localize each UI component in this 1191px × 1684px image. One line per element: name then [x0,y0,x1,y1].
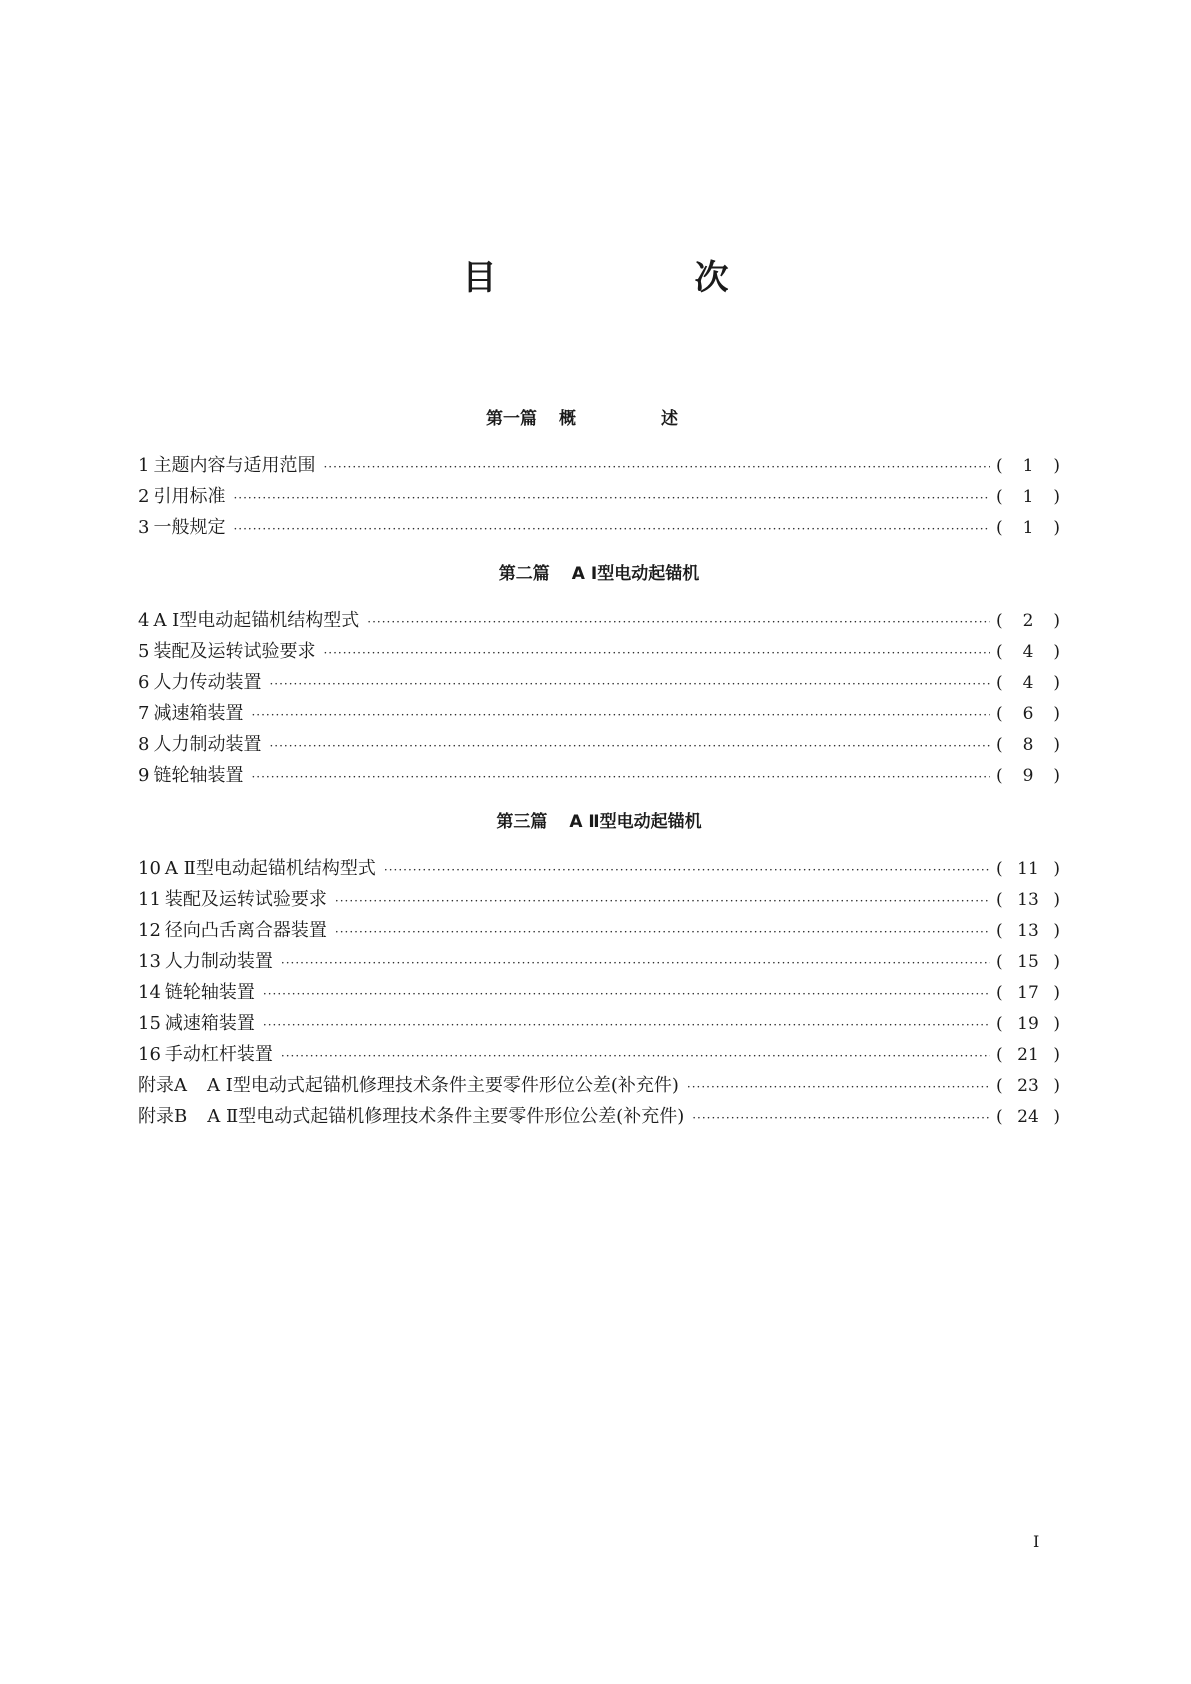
entry-number: 12 [138,920,161,941]
toc-entry[interactable] [138,1008,1060,1039]
dot-leader [269,669,990,700]
entry-number: 13 [138,951,161,972]
table-of-contents [138,404,1060,1132]
dot-leader [323,452,990,483]
entry-number: 15 [138,1013,161,1034]
toc-entry[interactable] [138,636,1060,667]
entry-number: 14 [138,982,161,1003]
entry-title: 装配及运转试验要求 [164,889,327,910]
entry-title: 一般规定 [153,517,226,538]
dot-leader [335,886,990,917]
entry-page: 11 [1017,859,1039,879]
entry-page-ref: ( 24 ) [996,1102,1060,1133]
entry-label [138,512,225,543]
part-name: A Ⅱ型电动起锚机 [569,812,702,832]
entry-title: 减速箱装置 [153,703,244,724]
entry-page: 19 [1017,1014,1039,1034]
entry-page-ref: ( 13 ) [996,885,1060,916]
dot-leader [384,855,990,886]
entry-label [138,636,315,667]
entry-label [138,1101,684,1132]
entry-title: 主题内容与适用范围 [153,455,316,476]
dot-leader [269,731,990,762]
entry-label [138,729,261,760]
toc-entry[interactable] [138,698,1060,729]
page-number: I [1033,1532,1040,1551]
entry-page-ref: ( 8 ) [996,730,1060,761]
entry-number: 9 [138,765,150,786]
entry-page: 13 [1017,921,1039,941]
dot-leader [281,1041,990,1072]
entry-label [138,977,255,1008]
toc-entry[interactable] [138,729,1060,760]
entry-page: 1 [1022,456,1034,476]
entry-page-ref: ( 11 ) [996,854,1060,885]
entry-page-ref: ( 4 ) [996,637,1060,668]
entry-page: 6 [1022,704,1034,724]
dot-leader [233,483,990,514]
dot-leader [263,979,990,1010]
entry-page-ref: ( 23 ) [996,1071,1060,1102]
entry-label [138,450,315,481]
toc-entry[interactable] [138,977,1060,1008]
toc-entry[interactable] [138,605,1060,636]
dot-leader [233,514,990,545]
entry-number: 3 [138,517,150,538]
entry-page: 24 [1017,1107,1039,1127]
toc-entry[interactable] [138,760,1060,791]
entry-page: 1 [1022,487,1034,507]
entry-label [138,853,376,884]
entry-page: 15 [1017,952,1039,972]
dot-leader [692,1103,990,1134]
entry-label [138,915,327,946]
entry-label [138,946,273,977]
part-number: 第二篇 [498,564,550,584]
part-heading-1 [138,404,1060,434]
entry-page-ref: ( 9 ) [996,761,1060,792]
toc-entry[interactable] [138,1039,1060,1070]
entry-title: 人力制动装置 [164,951,273,972]
toc-entry[interactable] [138,884,1060,915]
entry-title: 链轮轴装置 [164,982,255,1003]
part-number: 第一篇 [486,409,537,429]
page-title: 目 次 [462,258,811,298]
entry-page-ref: ( 21 ) [996,1040,1060,1071]
toc-entry[interactable] [138,512,1060,543]
entry-page: 4 [1022,642,1034,662]
entry-page: 21 [1017,1045,1039,1065]
part-heading-3 [138,807,1060,837]
entry-label [138,1008,255,1039]
entry-label [138,884,327,915]
entry-number: 2 [138,486,150,507]
entry-number: 11 [138,889,161,910]
entry-title: 径向凸舌离合器装置 [164,920,327,941]
entry-page-ref: ( 6 ) [996,699,1060,730]
toc-entry[interactable] [138,481,1060,512]
entry-number: 4 [138,610,150,631]
dot-leader [251,762,990,793]
entry-title: A Ⅱ型电动起锚机结构型式 [164,858,376,879]
toc-entry[interactable] [138,853,1060,884]
dot-leader [281,948,990,979]
part-name: 概 述 [559,409,712,429]
entry-page: 17 [1017,983,1039,1003]
dot-leader [335,917,990,948]
entry-title: 减速箱装置 [164,1013,255,1034]
toc-entry[interactable] [138,667,1060,698]
entry-number: 1 [138,455,150,476]
entry-page-ref: ( 4 ) [996,668,1060,699]
entry-page-ref: ( 15 ) [996,947,1060,978]
entry-title: 装配及运转试验要求 [153,641,316,662]
entry-label [138,760,243,791]
entry-number: 7 [138,703,150,724]
entry-title: A Ⅰ型电动起锚机结构型式 [153,610,360,631]
toc-appendix-entry[interactable] [138,1070,1060,1101]
entry-label [138,1070,679,1101]
entry-label [138,605,359,636]
entry-page: 1 [1022,518,1034,538]
toc-entry[interactable] [138,946,1060,977]
entry-page-ref: ( 19 ) [996,1009,1060,1040]
toc-entry[interactable] [138,450,1060,481]
part-heading-2 [138,559,1060,589]
entry-title: 人力传动装置 [153,672,262,693]
entry-title: A Ⅱ型电动式起锚机修理技术条件主要零件形位公差(补充件) [207,1106,685,1127]
dot-leader [367,607,990,638]
entry-page: 9 [1022,766,1034,786]
entry-number: 5 [138,641,150,662]
entry-label [138,698,243,729]
entry-label [138,481,225,512]
entry-page-ref: ( 13 ) [996,916,1060,947]
entry-title: 链轮轴装置 [153,765,244,786]
entry-page: 13 [1017,890,1039,910]
entry-page-ref: ( 1 ) [996,513,1060,544]
appendix-label: 附录A [138,1075,187,1096]
part-name: A Ⅰ型电动起锚机 [571,564,700,584]
dot-leader [687,1072,990,1103]
entry-title: 引用标准 [153,486,226,507]
entry-page-ref: ( 17 ) [996,978,1060,1009]
entry-label [138,667,261,698]
toc-entry[interactable] [138,915,1060,946]
entry-number: 8 [138,734,150,755]
dot-leader [323,638,990,669]
entry-title: 人力制动装置 [153,734,262,755]
dot-leader [251,700,990,731]
entry-label [138,1039,273,1070]
entry-title: 手动杠杆装置 [164,1044,273,1065]
entry-page-ref: ( 1 ) [996,451,1060,482]
entry-page: 4 [1022,673,1034,693]
toc-appendix-entry[interactable] [138,1101,1060,1132]
entry-number: 10 [138,858,161,879]
entry-number: 16 [138,1044,161,1065]
entry-page-ref: ( 2 ) [996,606,1060,637]
entry-number: 6 [138,672,150,693]
entry-page-ref: ( 1 ) [996,482,1060,513]
appendix-label: 附录B [138,1106,188,1127]
entry-page: 23 [1017,1076,1039,1096]
entry-page: 2 [1022,611,1034,631]
entry-page: 8 [1022,735,1034,755]
part-number: 第三篇 [496,812,548,832]
entry-title: A Ⅰ型电动式起锚机修理技术条件主要零件形位公差(补充件) [207,1075,679,1096]
dot-leader [263,1010,990,1041]
